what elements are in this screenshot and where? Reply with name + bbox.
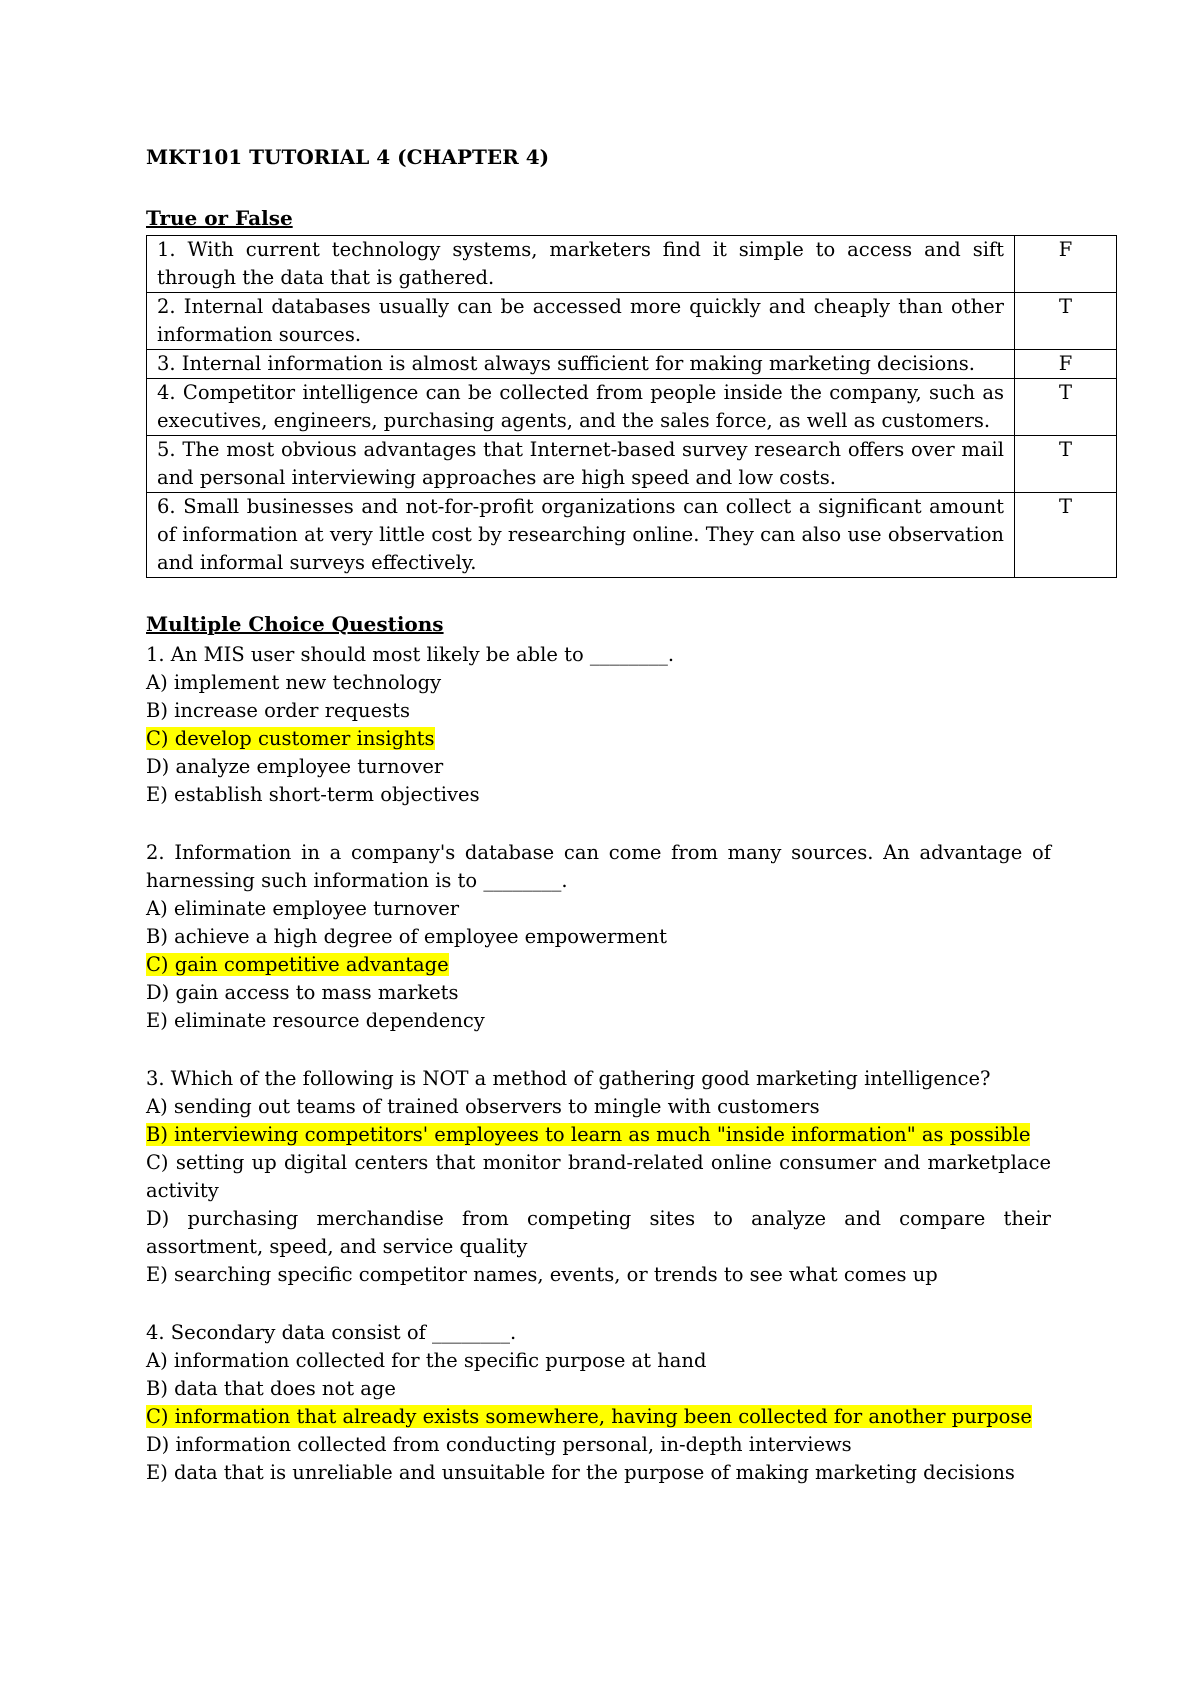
option-d	[146, 1431, 1051, 1459]
option-e	[146, 1261, 1051, 1289]
option-a	[146, 1093, 1051, 1121]
question-2	[146, 839, 1051, 1035]
tf-statement: 1. With current technology systems, marketers find it simple to access and sift through the data that is gathered.	[147, 236, 1015, 293]
option-text: D) purchasing merchandise from competing sites to analyze and compare their assortment, speed, and service quality	[146, 1207, 1051, 1258]
option-c	[146, 1403, 1051, 1431]
table-row	[147, 350, 1117, 379]
table-row	[147, 293, 1117, 350]
option-a	[146, 669, 1051, 697]
option-e	[146, 1007, 1051, 1035]
true-false-table	[146, 235, 1117, 578]
highlighted-answer: C) develop customer insights	[146, 727, 435, 750]
question-1	[146, 641, 1051, 809]
tf-statement: 5. The most obvious advantages that Internet-based survey research offers over mail and personal interviewing approaches are high speed and low costs.	[147, 436, 1015, 493]
page-title: MKT101 TUTORIAL 4 (CHAPTER 4)	[146, 145, 550, 169]
option-text: B) achieve a high degree of employee empowerment	[146, 925, 667, 948]
question-text: 1. An MIS user should most likely be able to ________.	[146, 643, 675, 666]
tf-answer: F	[1015, 350, 1117, 379]
option-b	[146, 1121, 1051, 1149]
option-text: E) searching specific competitor names, events, or trends to see what comes up	[146, 1263, 938, 1286]
question-3	[146, 1065, 1051, 1289]
option-c	[146, 951, 1051, 979]
option-text: A) eliminate employee turnover	[146, 897, 460, 920]
tf-answer: T	[1015, 379, 1117, 436]
multiple-choice-list	[146, 641, 1051, 1517]
option-text: B) data that does not age	[146, 1377, 396, 1400]
highlighted-answer: C) information that already exists somewhere, having been collected for another purpose	[146, 1405, 1032, 1428]
option-b	[146, 1375, 1051, 1403]
question-4	[146, 1319, 1051, 1487]
option-d	[146, 979, 1051, 1007]
option-text: D) information collected from conducting personal, in-depth interviews	[146, 1433, 852, 1456]
option-e	[146, 1459, 1051, 1487]
option-c	[146, 725, 1051, 753]
table-row	[147, 379, 1117, 436]
question-text: 4. Secondary data consist of ________.	[146, 1321, 517, 1344]
option-text: D) analyze employee turnover	[146, 755, 444, 778]
tf-answer: T	[1015, 293, 1117, 350]
tf-statement: 6. Small businesses and not-for-profit organizations can collect a significant amount of information at very little cost by researching online. They can also use observation and informal surveys effectively.	[147, 493, 1015, 578]
multiple-choice-heading: Multiple Choice Questions	[146, 612, 444, 636]
tf-statement: 2. Internal databases usually can be accessed more quickly and cheaply than other information sources.	[147, 293, 1015, 350]
highlighted-answer: B) interviewing competitors' employees to learn as much "inside information" as possible	[146, 1123, 1031, 1146]
option-d	[146, 1205, 1051, 1261]
option-text: E) eliminate resource dependency	[146, 1009, 485, 1032]
tf-answer: T	[1015, 436, 1117, 493]
question-text: 3. Which of the following is NOT a method of gathering good marketing intelligence?	[146, 1067, 991, 1090]
option-text: E) establish short-term objectives	[146, 783, 480, 806]
option-e	[146, 781, 1051, 809]
tf-answer: F	[1015, 236, 1117, 293]
tf-answer: T	[1015, 493, 1117, 578]
table-row	[147, 493, 1117, 578]
table-row	[147, 236, 1117, 293]
option-text: C) setting up digital centers that monitor brand-related online consumer and marketplace activity	[146, 1151, 1051, 1202]
true-false-heading: True or False	[146, 206, 293, 230]
option-b	[146, 923, 1051, 951]
option-text: B) increase order requests	[146, 699, 410, 722]
option-b	[146, 697, 1051, 725]
option-text: D) gain access to mass markets	[146, 981, 459, 1004]
option-a	[146, 895, 1051, 923]
table-row	[147, 436, 1117, 493]
option-text: A) sending out teams of trained observers to mingle with customers	[146, 1095, 820, 1118]
option-text: E) data that is unreliable and unsuitable for the purpose of making marketing decisions	[146, 1461, 1015, 1484]
tf-statement: 4. Competitor intelligence can be collected from people inside the company, such as executives, engineers, purchasing agents, and the sales force, as well as customers.	[147, 379, 1015, 436]
highlighted-answer: C) gain competitive advantage	[146, 953, 449, 976]
tf-statement: 3. Internal information is almost always sufficient for making marketing decisions.	[147, 350, 1015, 379]
question-text: 2. Information in a company's database can come from many sources. An advantage of harnessing such information is to ________.	[146, 841, 1051, 892]
option-a	[146, 1347, 1051, 1375]
option-text: A) implement new technology	[146, 671, 442, 694]
option-text: A) information collected for the specific purpose at hand	[146, 1349, 707, 1372]
option-d	[146, 753, 1051, 781]
option-c	[146, 1149, 1051, 1205]
